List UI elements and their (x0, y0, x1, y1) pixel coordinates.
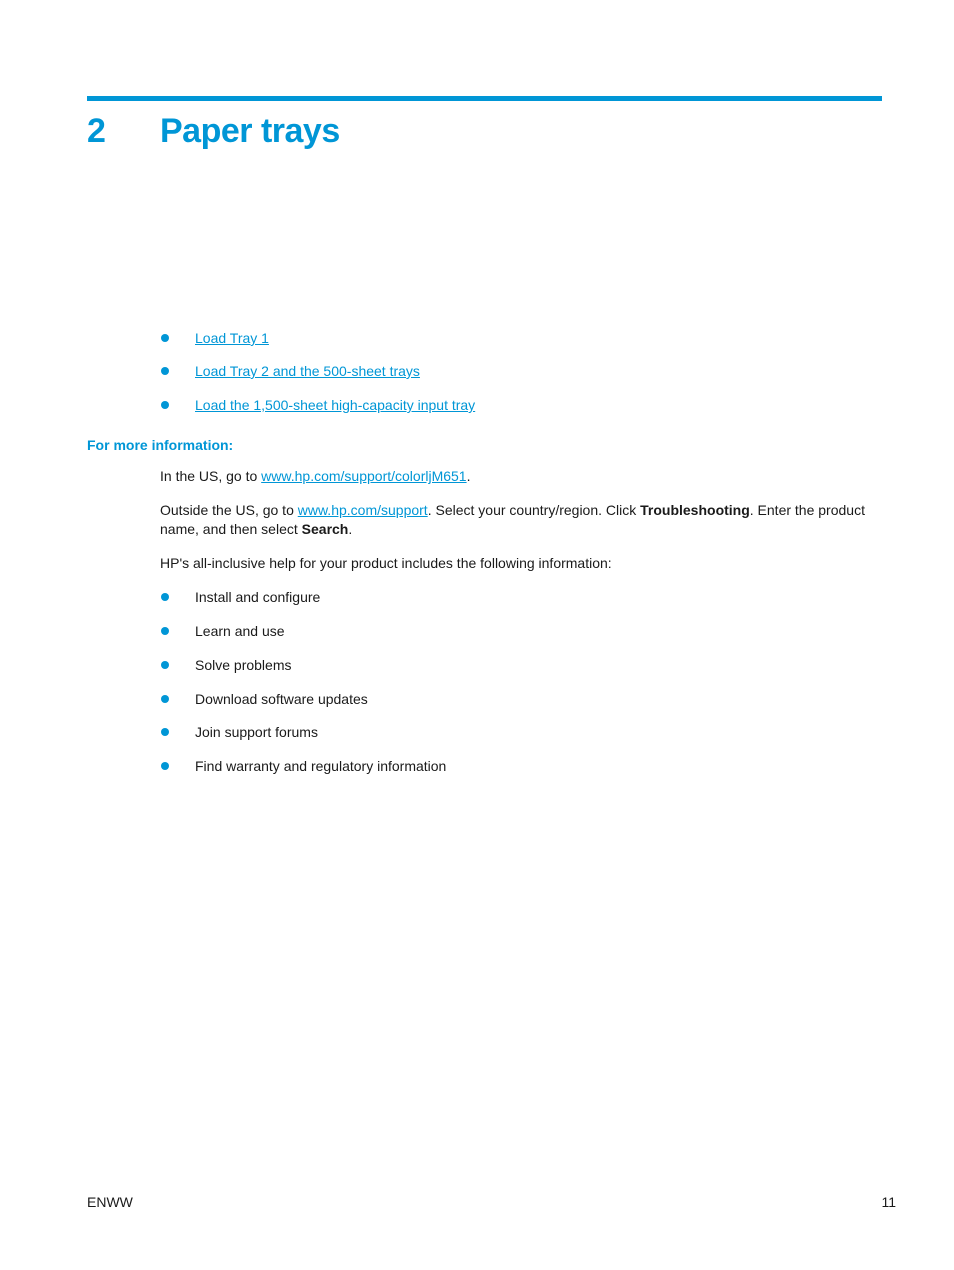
bullet-icon (161, 695, 169, 703)
search-label: Search (301, 521, 349, 537)
bullet-icon (161, 661, 169, 669)
bullet-icon (161, 401, 169, 409)
outside-mid-text-1: . Select your country/region. Click (427, 502, 641, 518)
outside-prefix-text: Outside the US, go to (160, 502, 298, 518)
footer-label: ENWW (87, 1194, 133, 1210)
bullet-icon (161, 762, 169, 770)
chapter-number: 2 (87, 112, 106, 150)
outside-mid-text-2: . Enter the product name, and then select (160, 502, 865, 537)
outside-us-paragraph (160, 501, 870, 539)
outside-support-link[interactable]: www.hp.com/support (297, 502, 428, 518)
help-item-text: Join support forums (195, 724, 318, 740)
chapter-title: Paper trays (160, 112, 340, 150)
us-support-paragraph (160, 467, 870, 486)
help-item-text: Solve problems (195, 657, 292, 673)
bullet-icon (161, 593, 169, 601)
help-item-text: Learn and use (195, 623, 285, 639)
help-item-text: Download software updates (195, 691, 368, 707)
outside-suffix-text: . (348, 521, 353, 537)
bullet-icon (161, 367, 169, 375)
troubleshooting-label: Troubleshooting (640, 502, 750, 518)
us-prefix-text: In the US, go to (160, 468, 262, 484)
us-support-link[interactable]: www.hp.com/support/colorljM651 (261, 468, 467, 484)
help-item-text: Find warranty and regulatory information (195, 758, 447, 774)
link-load-tray-1[interactable]: Load Tray 1 (195, 330, 269, 346)
us-suffix-text: . (466, 468, 471, 484)
bullet-icon (161, 728, 169, 736)
bullet-icon (161, 334, 169, 342)
bullet-icon (161, 627, 169, 635)
page-number: 11 (881, 1194, 896, 1210)
chapter-rule (87, 96, 882, 101)
help-item-text: Install and configure (195, 589, 321, 605)
link-load-tray-2[interactable]: Load Tray 2 and the 500-sheet trays (195, 363, 420, 379)
help-intro-paragraph: HP's all-inclusive help for your product includes the following information: (160, 555, 612, 571)
more-info-heading: For more information: (87, 437, 234, 453)
link-load-hci-tray[interactable]: Load the 1,500-sheet high-capacity input tray (195, 397, 476, 413)
